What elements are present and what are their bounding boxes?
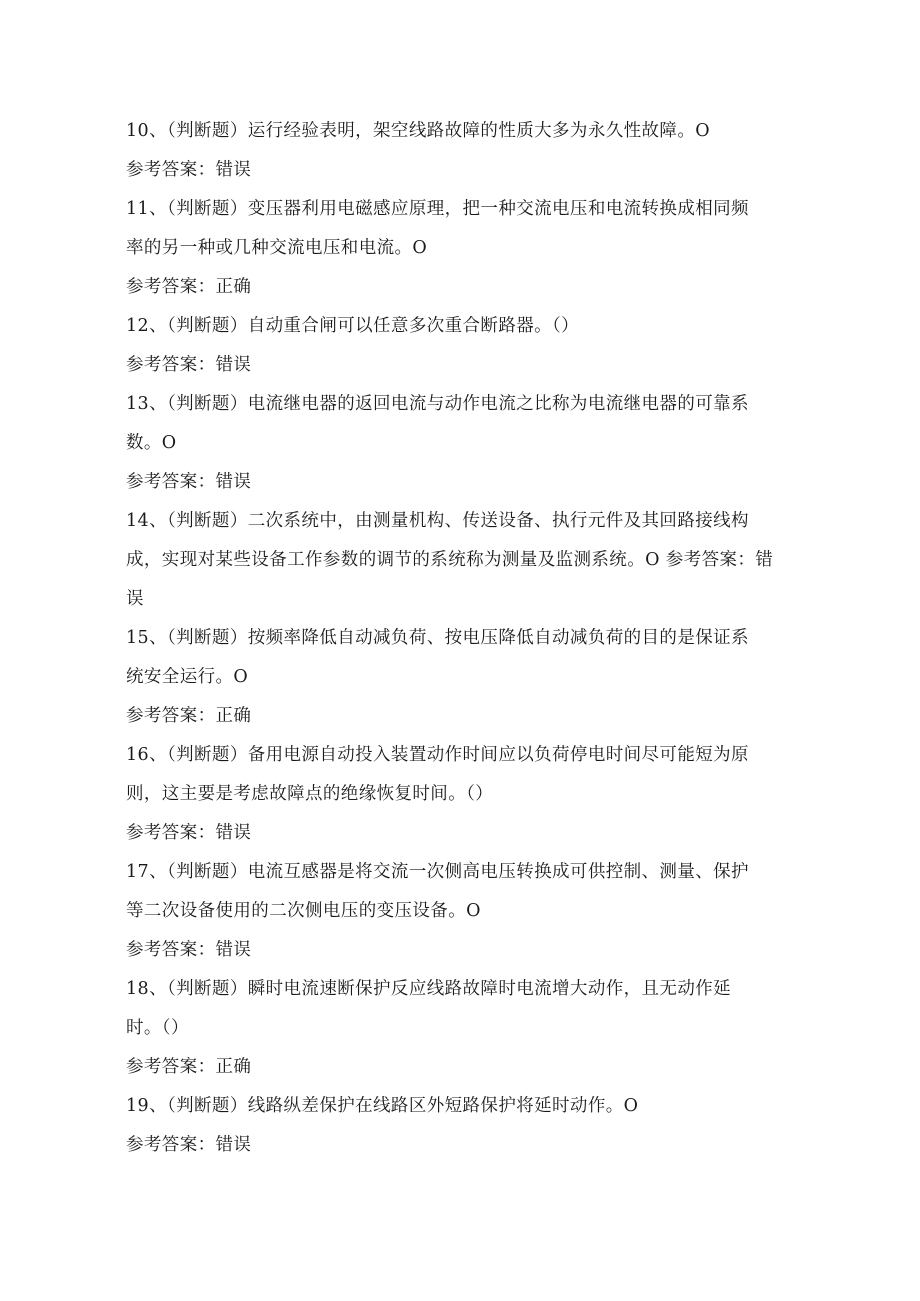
question-11-line-1: 11、（判断题）变压器利用电磁感应原理，把一种交流电压和电流转换成相同频 — [126, 199, 749, 219]
question-13-line-2: 数。O — [126, 433, 177, 453]
question-17-line-1: 17、（判断题）电流互感器是将交流一次侧高电压转换成可供控制、测量、保护 — [126, 862, 749, 882]
question-15-line-2: 统安全运行。O — [126, 667, 249, 687]
question-17-line-2: 等二次设备使用的二次侧电压的变压设备。O — [126, 901, 481, 921]
answer-11: 参考答案：正确 — [126, 277, 252, 297]
answer-18: 参考答案：正确 — [126, 1057, 252, 1077]
question-11-line-2: 率的另一种或几种交流电压和电流。O — [126, 238, 428, 258]
answer-19: 参考答案：错误 — [126, 1135, 252, 1155]
answer-16: 参考答案：错误 — [126, 823, 252, 843]
question-16-line-1: 16、（判断题）备用电源自动投入装置动作时间应以负荷停电时间尽可能短为原 — [126, 745, 749, 765]
answer-17: 参考答案：错误 — [126, 940, 252, 960]
answer-15: 参考答案：正确 — [126, 706, 252, 726]
question-14-line-1: 14、（判断题）二次系统中，由测量机构、传送设备、执行元件及其回路接线构 — [126, 511, 749, 531]
answer-13: 参考答案：错误 — [126, 472, 252, 492]
question-18-line-2: 时。（） — [126, 1018, 189, 1038]
answer-12: 参考答案：错误 — [126, 355, 252, 375]
question-16-line-2: 则，这主要是考虑故障点的绝缘恢复时间。（） — [126, 784, 494, 804]
question-14-line-2: 成，实现对某些设备工作参数的调节的系统称为测量及监测系统。O 参考答案：错 — [126, 550, 774, 570]
question-15-line-1: 15、（判断题）按频率降低自动减负荷、按电压降低自动减负荷的目的是保证系 — [126, 628, 749, 648]
question-10-line-1: 10、（判断题）运行经验表明，架空线路故障的性质大多为永久性故障。O — [126, 121, 710, 141]
question-19-line-1: 19、（判断题）线路纵差保护在线路区外短路保护将延时动作。O — [126, 1096, 639, 1116]
question-12-line-1: 12、（判断题）自动重合闸可以任意多次重合断路器。（） — [126, 316, 580, 336]
question-18-line-1: 18、（判断题）瞬时电流速断保护反应线路故障时电流增大动作，且无动作延 — [126, 979, 732, 999]
answer-14-continuation: 误 — [126, 589, 144, 609]
question-list — [126, 112, 806, 1165]
question-13-line-1: 13、（判断题）电流继电器的返回电流与动作电流之比称为电流继电器的可靠系 — [126, 394, 749, 414]
answer-10: 参考答案：错误 — [126, 160, 252, 180]
